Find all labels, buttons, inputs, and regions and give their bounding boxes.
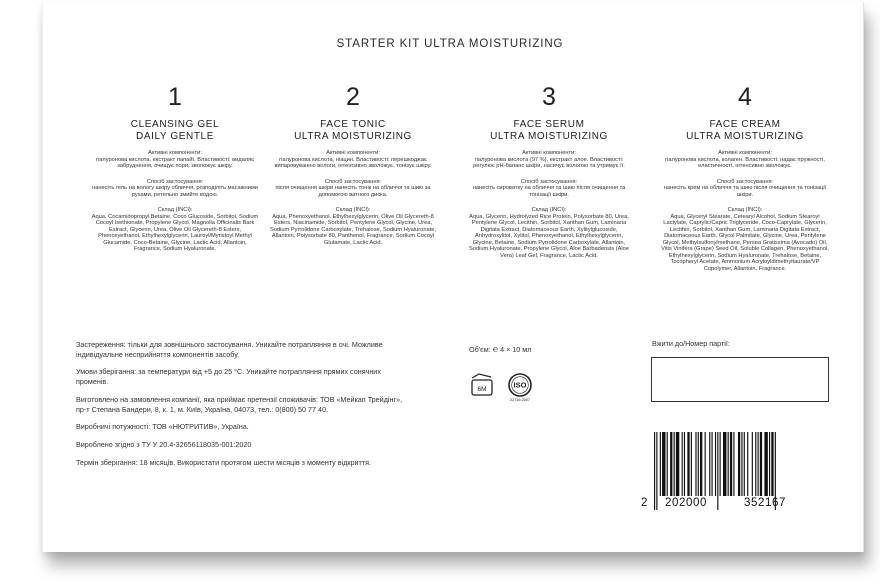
product-name: CLEANSING GEL DAILY GENTLE	[130, 119, 220, 142]
barcode-bar	[698, 432, 699, 496]
active-header: Активні компоненти:	[522, 150, 576, 156]
barcode-bar	[769, 432, 770, 496]
step-number: 4	[738, 83, 752, 111]
active-text: гіалуронова кислота, колаген. Властивості: надає пружності, еластичності, інтенсивно зволожує.	[665, 156, 825, 169]
inci-header: Склад (INCI):	[157, 207, 193, 213]
legal-info	[76, 340, 411, 476]
active-header: Активні компоненти:	[718, 150, 772, 156]
shelf-life-text: Термін зберігання: 18 місяців. Використати протягом шести місяців з моменту відкриття.	[76, 458, 372, 468]
step-number: 1	[168, 83, 182, 111]
step-2-column	[255, 82, 451, 246]
active-text: гіалуронова кислота (97 %), екстракт алое. Властивості: регулює pH-баланс шкіри, насичує вологою та утримує її.	[473, 156, 625, 169]
volume-value: 4 × 10 мл	[500, 345, 532, 354]
expiry-batch-box	[651, 357, 829, 402]
inci-text: Aqua, Cocamidopropyl Betaine, Coco Glucoside, Sorbitol, Sodium Cocoyl Isethionate, Propylene Glycol, Magnolia Officinalis Bark Extract, Glycerin, Urea, Olive Oil Glycereth-8 Esters, Phenoxyethanol, Ethylhexylglycerin, Lauroyl/Myristoyl Methyl Glucamide, Coco-Betaine, Glycine, Lactic Acid, Allantoin, Fragrance, Sodium Hyaluronate.	[91, 213, 259, 252]
iso-standard-label: 22716:2007	[509, 398, 531, 402]
usage-header: Спосіб застосування:	[146, 178, 204, 185]
active-header: Активні компоненти:	[148, 150, 202, 156]
barcode-bar	[670, 432, 672, 496]
barcode-left-digits: 202000	[665, 497, 707, 509]
inci-header: Склад (INCI):	[727, 207, 763, 213]
barcode-bar	[747, 432, 748, 496]
estimated-mark-icon: ℮	[492, 344, 499, 354]
barcode-bar	[755, 432, 756, 496]
barcode-bar	[730, 432, 732, 496]
barcode-bar	[758, 432, 759, 496]
active-header: Активні компоненти:	[326, 150, 380, 156]
standard-text: Вироблено згідно з ТУ У 20.4-32656118035-001:2020	[76, 440, 252, 450]
pao-label: 6M	[477, 386, 487, 393]
barcode-bar	[667, 432, 668, 496]
step-number: 2	[346, 83, 360, 111]
iso-badge-icon	[505, 372, 535, 402]
usage-text: нанесіть сироватку на обличчя та шию після очищення та тонізації шкіри.	[472, 185, 626, 198]
volume-label: Об'єм:	[469, 345, 491, 354]
step-number: 3	[542, 83, 556, 111]
usage-text: нанесіть крем на обличчя та шию після очищення та тонізації шкіри.	[663, 185, 827, 198]
barcode-bar	[715, 432, 716, 496]
active-text: гіалуронова кислота, ніацин. Властивості: перешкоджає випаровуванню вологи, інтенсивно зволожує, тонізує шкіру.	[274, 156, 432, 169]
step-4-column	[647, 82, 843, 272]
open-jar-icon	[469, 372, 495, 398]
barcode-bar	[660, 432, 661, 496]
barcode-bar	[662, 432, 665, 496]
usage-text: нанесіть гель на вологу шкіру обличчя, розподіліть масажними рухами, ретельно змийте водою.	[92, 185, 258, 198]
barcode-bar	[771, 432, 773, 496]
barcode-bar	[760, 432, 762, 496]
inci-text: Aqua, Glycerin, Hydrolyzed Rice Protein, Polysorbate 80, Urea, Pentylene Glycol, Lecithin, Sorbitol, Xanthan Gum, Laminaria Digitata Extract, Diatomaceous Earth, Xylitylglucoside, Anhydroxylitol, Xylitol, Phenoxyethanol, Ethylhexylglycerin, Glycine, Betaine, Sodium Pyrrolidone Carboxylate, Allantoin, Sodium Hyaluronate, Propylene Glycol, Aloe Barbadensis (Aloe Vera) Leaf Gel, Fragrance, Lactic Acid.	[469, 213, 629, 259]
iso-label: ISO	[513, 380, 527, 390]
barcode-bar	[717, 432, 718, 510]
product-name: FACE CREAM ULTRA MOISTURIZING	[686, 119, 804, 142]
importer-text: Виготовлено на замовлення компанії, яка приймає претензії споживачів: ТОВ «Мейкап Трейдінг», пр-т Степана Бандери, 8, к. 1, м. Київ, Україна, 04073, тел.: 0(800) 50 77 40.	[76, 394, 403, 414]
barcode-bar	[764, 432, 767, 496]
barcode-bar	[720, 432, 721, 496]
barcode-bar	[709, 432, 710, 496]
certification-icons	[469, 372, 535, 402]
usage-header: Спосіб застосування:	[716, 178, 774, 185]
barcode-bar	[733, 432, 734, 496]
barcode-first-digit: 2	[641, 497, 648, 509]
barcode-bar	[723, 432, 726, 496]
barcode-bar	[700, 432, 702, 496]
active-text: гіалуронова кислота, екстракт папайї. Властивості: видаляє забруднення, очищує пори, зволожує шкіру.	[95, 156, 255, 169]
manufacturer-text: Виробничі потужності: ТОВ «НЮТРИТИВ», Україна.	[76, 422, 249, 432]
barcode-bar	[682, 432, 683, 496]
barcode-bar	[712, 432, 713, 496]
product-name: FACE SERUM ULTRA MOISTURIZING	[490, 119, 608, 142]
inci-header: Склад (INCI):	[335, 207, 371, 213]
kit-title: STARTER KIT ULTRA MOISTURIZING	[336, 38, 564, 50]
step-3-column	[451, 82, 647, 259]
barcode-bar	[752, 432, 753, 496]
inci-text: Aqua, Glyceryl Stearate, Cetearyl Alcohol, Sodium Stearoyl Lactylate, Caprylic/Capric Triglyceride, Coco-Caprylate, Glycerin, Lecithin, Sorbitol, Xanthan Gum, Laminaria Digitata Extract, Diatomaceous Earth, Glycol Palmitate, Glycine, Urea, Pentylene Glycol, Methylsulfonylmethane, Persea Gratissima (Avocado) Oil, Vitis Vinifera (Grape) Seed Oil, Soluble Collagen, Phenoxyethanol, Ethylhexylglycerin, Sodium Hyaluronate, Trehalose, Betaine, Tocopheryl Acetate, Ammonium Acryloyldimethyltaurate/VP Copolymer, Allantoin, Fragrance.	[661, 213, 829, 272]
barcode-bar	[687, 432, 689, 496]
barcode-bar	[744, 432, 745, 496]
barcode-bar	[684, 432, 685, 496]
barcode-bar	[676, 432, 679, 496]
barcode-bar	[691, 432, 692, 496]
volume-info	[469, 344, 531, 354]
barcode-bar	[695, 432, 696, 496]
product-name: FACE TONIC ULTRA MOISTURIZING	[294, 119, 412, 142]
barcode-bar	[741, 432, 742, 496]
barcode-bar	[738, 432, 740, 496]
barcode-bar	[674, 432, 675, 496]
barcode-right-digits: 352167	[744, 497, 786, 509]
usage-header: Спосіб застосування:	[520, 178, 578, 185]
storage-text: Умови зберігання: за температури від +5 до 25 °С. Уникайте потрапляння прямих сонячних променів.	[76, 367, 381, 387]
barcode-bar	[656, 432, 657, 510]
warning-text: Застереження: тільки для зовнішнього застосування. Уникайте потрапляння в очі. Можливе індивідуальне несприйняття компонентів засобу.	[76, 340, 383, 359]
barcode-bar	[654, 432, 655, 510]
barcode-bar	[705, 432, 706, 496]
barcode-bar	[728, 432, 729, 496]
usage-text: після очищення шкіри нанесіть тонік на обличчя та шию за допомогою ватного диска.	[275, 185, 431, 198]
inci-text: Aqua, Phenoxyethanol, Ethylhexylglycerin, Olive Oil Glycereth-8 Esters, Niacinamide, Sorbitol, Pentylene Glycol, Glycine, Urea, Sodium Pyrrolidone Carboxylate, Trehalose, Sodium Hyaluronate, Allantoin, Polysorbate 80, Panthenol, Fragrance, Sodium Cocoyl Glutamate, Lactic Acid.	[270, 213, 436, 246]
step-1-column	[77, 82, 273, 253]
usage-header: Спосіб застосування:	[324, 178, 382, 185]
inci-header: Склад (INCI):	[531, 207, 567, 213]
expiry-label: Вжити до/Номер партії:	[652, 339, 730, 348]
